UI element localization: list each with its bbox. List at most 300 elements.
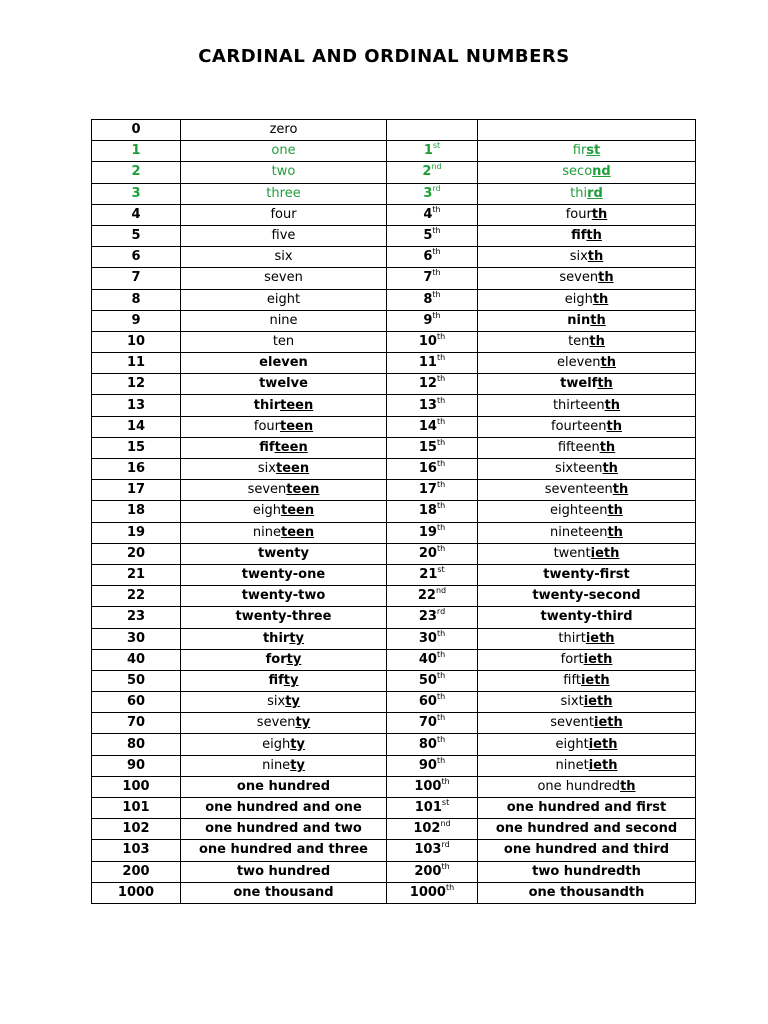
ordinal-suffix: ieth (580, 672, 610, 688)
table-row (92, 692, 696, 713)
ordinal-number: 13 (418, 397, 437, 413)
ordinal-superscript: th (436, 543, 446, 553)
ordinal-text: one thousandth (528, 884, 645, 900)
table-row (92, 607, 696, 628)
page-title: CARDINAL AND ORDINAL NUMBERS (198, 46, 570, 67)
cardinal-cell (181, 564, 387, 585)
cardinal-text: fif (268, 672, 284, 688)
ordinal-number-cell (387, 543, 478, 564)
ordinal-suffix: th (598, 270, 614, 286)
cardinal-text: one hundred and one (205, 800, 362, 816)
cardinal-cell (181, 819, 387, 840)
cardinal-cell (181, 755, 387, 776)
ordinal-cell (478, 776, 696, 797)
table-row (92, 501, 696, 522)
ordinal-superscript: st (441, 798, 450, 808)
ordinal-superscript: th (441, 861, 450, 871)
cardinal-cell (181, 310, 387, 331)
ordinal-number-cell (387, 310, 478, 331)
cardinal-cell (181, 840, 387, 861)
cardinal-text: seven (264, 270, 303, 286)
ordinal-text: twenty-third (540, 609, 633, 625)
table-row (92, 374, 696, 395)
ordinal-number: 1 (423, 143, 433, 159)
ordinal-text: sevent (550, 715, 595, 731)
ordinal-text: fourteen (551, 418, 607, 434)
ordinal-suffix: ieth (583, 651, 613, 667)
ordinal-superscript: th (436, 692, 446, 702)
ordinal-superscript: th (436, 395, 446, 405)
ordinal-superscript: th (432, 204, 441, 214)
numbers-table (91, 119, 696, 904)
cardinal-text: four (253, 418, 280, 434)
ordinal-text: eight (555, 736, 589, 752)
number-cell: 19 (92, 522, 181, 543)
cardinal-text: two (271, 164, 296, 180)
ordinal-cell (478, 734, 696, 755)
ordinal-cell (478, 289, 696, 310)
cardinal-text: one thousand (233, 884, 334, 900)
ordinal-cell (478, 819, 696, 840)
ordinal-cell (478, 480, 696, 501)
ordinal-cell (478, 353, 696, 374)
cardinal-text: eigh (262, 736, 291, 752)
number-cell: 70 (92, 713, 181, 734)
ordinal-text: nineteen (550, 524, 608, 540)
ordinal-number: 2 (422, 164, 432, 180)
ordinal-number-cell (387, 162, 478, 183)
number-cell: 18 (92, 501, 181, 522)
cardinal-cell (181, 861, 387, 882)
ordinal-superscript: rd (436, 607, 446, 617)
cardinal-text: zero (269, 122, 298, 138)
ordinal-cell (478, 416, 696, 437)
ordinal-text: one hundred and first (506, 800, 667, 816)
ordinal-cell (478, 162, 696, 183)
table-row (92, 162, 696, 183)
table-row (92, 459, 696, 480)
ordinal-superscript: th (436, 416, 446, 426)
ordinal-number: 14 (418, 418, 437, 434)
cardinal-cell (181, 353, 387, 374)
ordinal-number-cell (387, 798, 478, 819)
table-row (92, 543, 696, 564)
ordinal-number: 100 (414, 778, 442, 794)
ordinal-cell (478, 459, 696, 480)
number-cell: 15 (92, 437, 181, 458)
ordinal-number-cell (387, 120, 478, 141)
ordinal-number: 3 (423, 185, 433, 201)
ordinal-number-cell (387, 586, 478, 607)
ordinal-superscript: nd (440, 819, 451, 829)
ordinal-superscript: th (436, 331, 446, 341)
cardinal-text: seven (247, 482, 287, 498)
ordinal-suffix: th (600, 355, 617, 371)
ordinal-number: 20 (418, 545, 437, 561)
cardinal-suffix: ty (285, 694, 300, 710)
ordinal-superscript: th (436, 353, 446, 363)
number-cell: 12 (92, 374, 181, 395)
table-row (92, 564, 696, 585)
cardinal-text: two hundred (236, 863, 331, 879)
ordinal-cell (478, 543, 696, 564)
ordinal-number-cell (387, 522, 478, 543)
table-row (92, 183, 696, 204)
ordinal-superscript: th (445, 882, 455, 892)
ordinal-number-cell (387, 713, 478, 734)
cardinal-suffix: teen (275, 461, 310, 477)
table-row (92, 416, 696, 437)
number-cell: 90 (92, 755, 181, 776)
table-row (92, 649, 696, 670)
cardinal-text: nine (269, 312, 298, 328)
ordinal-number: 7 (423, 270, 433, 286)
cardinal-text: eight (266, 291, 301, 307)
number-cell: 7 (92, 268, 181, 289)
ordinal-cell (478, 141, 696, 162)
table-row (92, 225, 696, 246)
number-cell: 23 (92, 607, 181, 628)
ordinal-cell (478, 522, 696, 543)
ordinal-number: 102 (413, 821, 441, 837)
ordinal-text: ten (568, 333, 590, 349)
cardinal-cell (181, 374, 387, 395)
ordinal-text: one hundred (537, 778, 621, 794)
cardinal-cell (181, 395, 387, 416)
table-row (92, 713, 696, 734)
table-row (92, 819, 696, 840)
table-row (92, 522, 696, 543)
ordinal-number-cell (387, 670, 478, 691)
cardinal-text: twenty (258, 545, 309, 561)
ordinal-text: fort (560, 651, 584, 667)
table-row (92, 861, 696, 882)
number-cell: 4 (92, 204, 181, 225)
cardinal-cell (181, 882, 387, 903)
ordinal-suffix: th (592, 291, 609, 307)
table-row (92, 840, 696, 861)
ordinal-superscript: th (436, 628, 446, 638)
ordinal-number: 80 (418, 736, 437, 752)
ordinal-number-cell (387, 416, 478, 437)
cardinal-text: nine (262, 757, 291, 773)
ordinal-text: eigh (564, 291, 593, 307)
cardinal-cell (181, 437, 387, 458)
cardinal-text: ten (272, 333, 295, 349)
number-cell: 102 (92, 819, 181, 840)
ordinal-number: 103 (414, 842, 442, 858)
ordinal-text: two hundredth (532, 863, 641, 879)
table-row (92, 141, 696, 162)
table-row (92, 670, 696, 691)
ordinal-superscript: th (436, 459, 446, 469)
cardinal-suffix: ty (283, 672, 299, 688)
ordinal-number-cell (387, 141, 478, 162)
ordinal-suffix: nd (592, 164, 611, 180)
number-cell: 80 (92, 734, 181, 755)
cardinal-cell (181, 141, 387, 162)
ordinal-text: thirteen (552, 397, 605, 413)
number-cell: 0 (92, 120, 181, 141)
table-row (92, 628, 696, 649)
ordinal-suffix: th (591, 206, 608, 222)
ordinal-number-cell (387, 480, 478, 501)
ordinal-suffix: rd (587, 185, 603, 201)
ordinal-text: thirt (558, 630, 586, 646)
number-cell: 20 (92, 543, 181, 564)
ordinal-number: 21 (419, 567, 438, 583)
ordinal-suffix: th (599, 439, 616, 455)
ordinal-number: 200 (414, 863, 442, 879)
ordinal-text: twenty-first (543, 567, 630, 583)
ordinal-cell (478, 713, 696, 734)
number-cell: 30 (92, 628, 181, 649)
ordinal-text: twelf (560, 376, 598, 392)
cardinal-suffix: ty (295, 715, 311, 731)
cardinal-text: one hundred and three (198, 842, 369, 858)
ordinal-number: 70 (418, 715, 437, 731)
cardinal-suffix: teen (281, 503, 315, 519)
number-cell: 14 (92, 416, 181, 437)
ordinal-number-cell (387, 649, 478, 670)
cardinal-text: one (271, 143, 296, 159)
ordinal-number-cell (387, 734, 478, 755)
cardinal-cell (181, 225, 387, 246)
ordinal-superscript: th (436, 480, 446, 490)
ordinal-text: one hundred and third (503, 842, 670, 858)
ordinal-text: fifteen (557, 439, 600, 455)
ordinal-superscript: th (436, 374, 446, 384)
ordinal-text: eleven (556, 355, 601, 371)
cardinal-cell (181, 247, 387, 268)
cardinal-cell (181, 670, 387, 691)
ordinal-text: twent (553, 545, 591, 561)
ordinal-superscript: th (436, 437, 446, 447)
ordinal-cell (478, 183, 696, 204)
cardinal-cell (181, 480, 387, 501)
ordinal-number-cell (387, 225, 478, 246)
cardinal-cell (181, 501, 387, 522)
ordinal-number: 16 (418, 461, 437, 477)
ordinal-cell (478, 120, 696, 141)
cardinal-text: twenty-one (241, 567, 326, 583)
ordinal-cell (478, 628, 696, 649)
cardinal-cell (181, 204, 387, 225)
number-cell: 100 (92, 776, 181, 797)
cardinal-text: one hundred (236, 778, 331, 794)
ordinal-number-cell (387, 331, 478, 352)
ordinal-cell (478, 670, 696, 691)
ordinal-number: 8 (423, 291, 433, 307)
ordinal-number: 1000 (409, 884, 446, 900)
cardinal-suffix: ty (290, 757, 305, 773)
ordinal-number-cell (387, 882, 478, 903)
ordinal-text: eighteen (550, 503, 608, 519)
cardinal-text: twenty-two (241, 588, 326, 604)
ordinal-suffix: th (612, 482, 629, 498)
ordinal-text: one hundred and second (495, 821, 678, 837)
ordinal-cell (478, 840, 696, 861)
ordinal-superscript: st (432, 141, 441, 151)
ordinal-text: twenty-second (532, 588, 641, 604)
ordinal-suffix: ieth (588, 757, 618, 773)
cardinal-suffix: teen (280, 418, 314, 434)
table-row (92, 268, 696, 289)
cardinal-text: nine (252, 524, 281, 540)
ordinal-suffix: th (590, 312, 606, 328)
ordinal-superscript: st (437, 565, 445, 575)
table-row (92, 331, 696, 352)
cardinal-suffix: teen (274, 439, 308, 455)
ordinal-number-cell (387, 353, 478, 374)
ordinal-number: 10 (418, 333, 437, 349)
ordinal-superscript: th (436, 649, 446, 659)
table-row (92, 734, 696, 755)
ordinal-cell (478, 501, 696, 522)
ordinal-suffix: th (586, 228, 602, 244)
ordinal-number: 12 (418, 376, 437, 392)
number-cell: 13 (92, 395, 181, 416)
ordinal-number: 4 (423, 206, 433, 222)
cardinal-cell (181, 607, 387, 628)
ordinal-number-cell (387, 268, 478, 289)
ordinal-number-cell (387, 395, 478, 416)
ordinal-suffix: ieth (583, 694, 613, 710)
table-row (92, 480, 696, 501)
ordinal-superscript: th (432, 289, 441, 299)
ordinal-number: 22 (417, 588, 436, 604)
number-cell: 200 (92, 861, 181, 882)
ordinal-number: 5 (423, 228, 433, 244)
ordinal-cell (478, 607, 696, 628)
cardinal-cell (181, 416, 387, 437)
table-row (92, 798, 696, 819)
number-cell: 10 (92, 331, 181, 352)
ordinal-cell (478, 798, 696, 819)
ordinal-number-cell (387, 861, 478, 882)
ordinal-superscript: th (441, 776, 450, 786)
ordinal-cell (478, 564, 696, 585)
cardinal-cell (181, 543, 387, 564)
ordinal-suffix: ieth (588, 736, 618, 752)
table-row (92, 310, 696, 331)
cardinal-cell (181, 522, 387, 543)
ordinal-suffix: th (604, 397, 621, 413)
ordinal-suffix: th (606, 418, 622, 434)
ordinal-text: six (569, 249, 588, 265)
ordinal-number-cell (387, 437, 478, 458)
cardinal-cell (181, 628, 387, 649)
cardinal-cell (181, 162, 387, 183)
ordinal-suffix: th (602, 461, 618, 477)
cardinal-suffix: teen (280, 524, 315, 540)
ordinal-text: fir (572, 143, 587, 159)
cardinal-text: seven (256, 715, 296, 731)
cardinal-suffix: teen (280, 397, 314, 413)
table-row (92, 776, 696, 797)
number-cell: 50 (92, 670, 181, 691)
ordinal-text: seven (559, 270, 599, 286)
ordinal-cell (478, 437, 696, 458)
cardinal-text: six (267, 694, 286, 710)
ordinal-cell (478, 586, 696, 607)
cardinal-cell (181, 120, 387, 141)
ordinal-suffix: ieth (590, 545, 620, 561)
ordinal-text: four (565, 206, 592, 222)
cardinal-cell (181, 734, 387, 755)
ordinal-number: 6 (423, 249, 433, 265)
number-cell: 103 (92, 840, 181, 861)
ordinal-number-cell (387, 289, 478, 310)
number-cell: 6 (92, 247, 181, 268)
table-row (92, 437, 696, 458)
cardinal-cell (181, 459, 387, 480)
ordinal-cell (478, 225, 696, 246)
cardinal-cell (181, 713, 387, 734)
ordinal-number-cell (387, 607, 478, 628)
number-cell: 40 (92, 649, 181, 670)
cardinal-cell (181, 331, 387, 352)
ordinal-number-cell (387, 501, 478, 522)
ordinal-number: 17 (418, 482, 437, 498)
ordinal-superscript: nd (431, 162, 442, 172)
cardinal-text: three (266, 185, 301, 201)
cardinal-suffix: teen (286, 482, 320, 498)
table-row (92, 755, 696, 776)
ordinal-cell (478, 861, 696, 882)
cardinal-text: twelve (259, 376, 308, 392)
ordinal-cell (478, 331, 696, 352)
ordinal-cell (478, 204, 696, 225)
ordinal-text: ninet (555, 757, 589, 773)
ordinal-number: 9 (423, 312, 433, 328)
ordinal-text: nin (567, 312, 591, 328)
ordinal-number: 90 (418, 757, 437, 773)
numbers-table-body (92, 120, 696, 904)
ordinal-cell (478, 268, 696, 289)
ordinal-number-cell (387, 819, 478, 840)
number-cell: 11 (92, 353, 181, 374)
cardinal-text: for (265, 651, 287, 667)
number-cell: 5 (92, 225, 181, 246)
ordinal-number-cell (387, 692, 478, 713)
cardinal-suffix: ty (289, 630, 305, 646)
number-cell: 1 (92, 141, 181, 162)
ordinal-superscript: th (436, 713, 446, 723)
ordinal-text: sixteen (555, 461, 603, 477)
ordinal-cell (478, 374, 696, 395)
ordinal-cell (478, 247, 696, 268)
ordinal-suffix: ieth (585, 630, 615, 646)
ordinal-number: 50 (418, 672, 437, 688)
cardinal-text: eleven (259, 355, 308, 371)
ordinal-superscript: nd (435, 586, 447, 596)
ordinal-superscript: th (432, 226, 441, 236)
ordinal-suffix: th (589, 333, 605, 349)
ordinal-number: 30 (418, 630, 437, 646)
ordinal-number-cell (387, 628, 478, 649)
number-cell: 17 (92, 480, 181, 501)
ordinal-number-cell (387, 755, 478, 776)
cardinal-text: eigh (252, 503, 281, 519)
cardinal-cell (181, 586, 387, 607)
ordinal-text: thi (570, 185, 588, 201)
number-cell: 3 (92, 183, 181, 204)
ordinal-text: seventeen (544, 482, 613, 498)
cardinal-cell (181, 692, 387, 713)
ordinal-cell (478, 310, 696, 331)
cardinal-text: one hundred and two (205, 821, 362, 837)
